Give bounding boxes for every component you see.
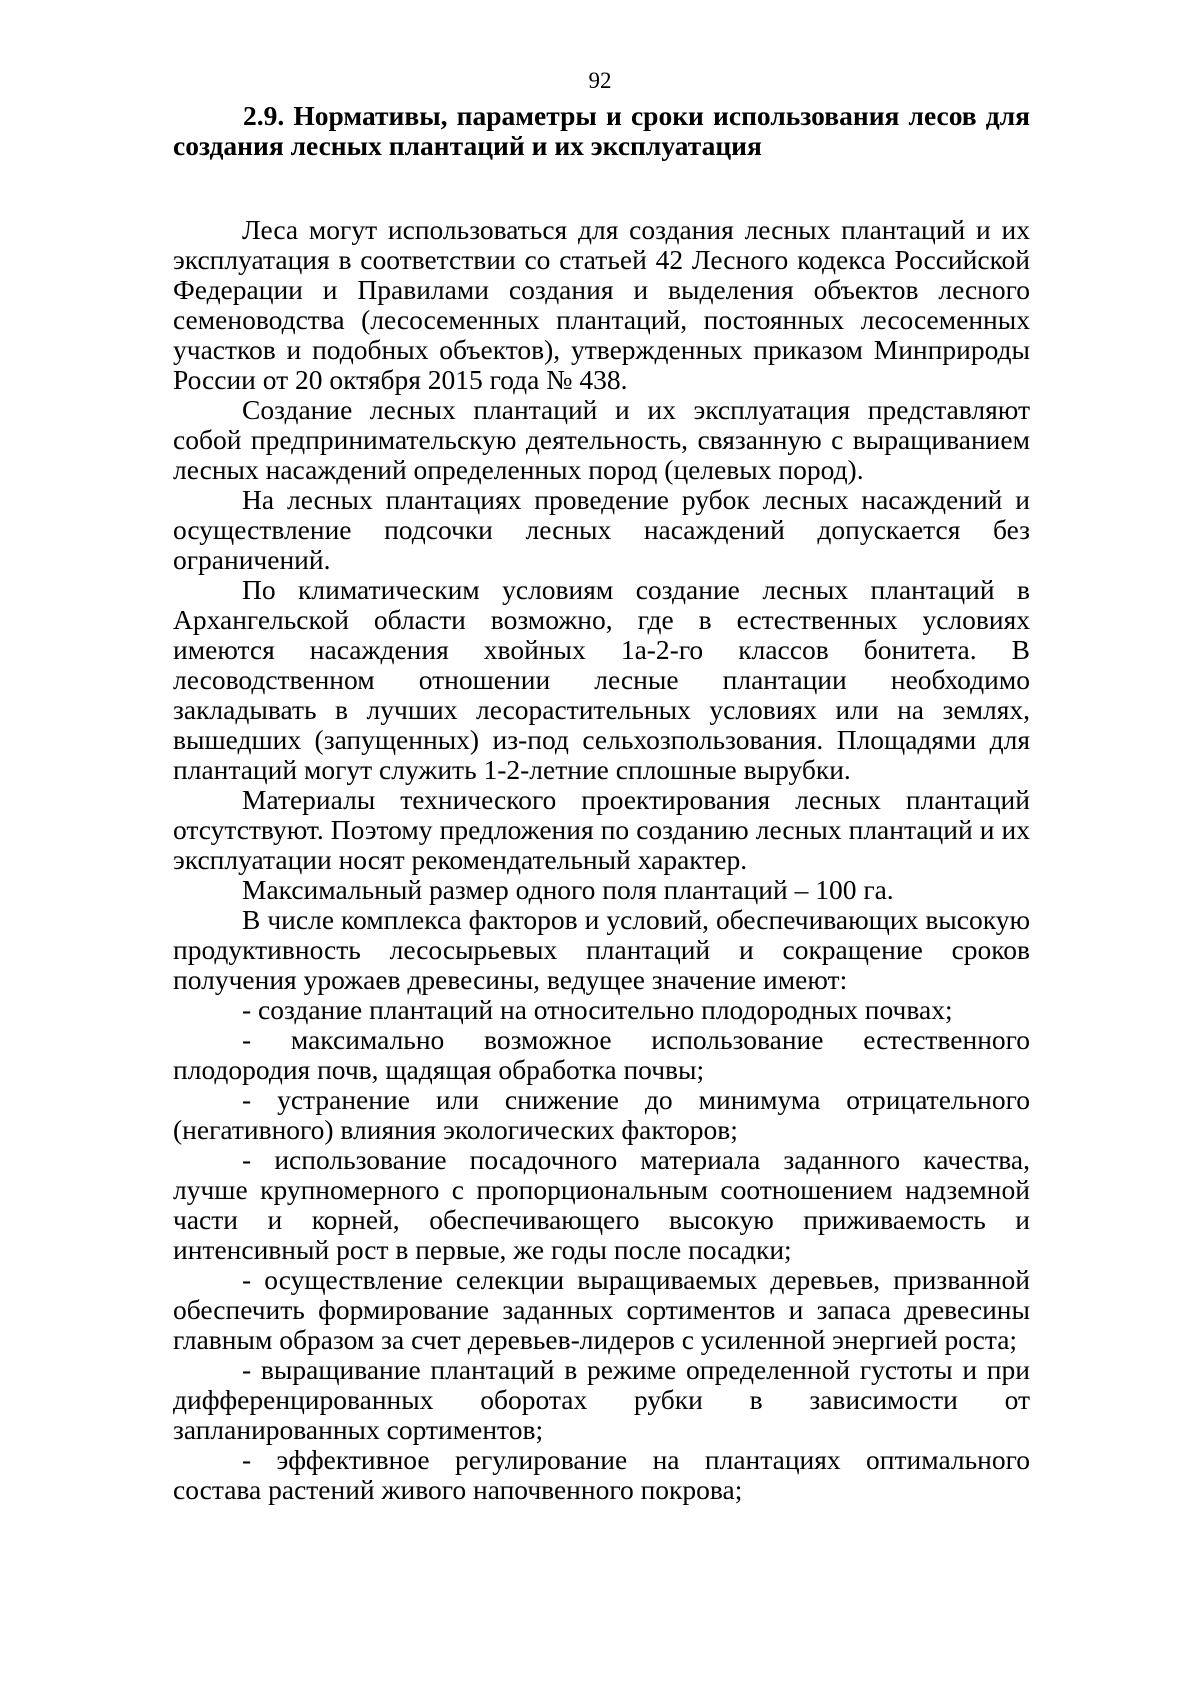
paragraph: Создание лесных плантаций и их эксплуатация представляют собой предпринимательскую деятельность, связанную с выращиванием лесных насаждений определенных пород (целевых пород). — [173, 394, 1030, 485]
paragraph: По климатическим условиям создание лесных плантаций в Архангельской области возможно, где в естественных условиях имеются насаждения хвойных 1а-2-го классов бонитета. В лесоводственном отношении лесные плантации необходимо закладывать в лучших лесорастительных условиях или на землях, вышедших (запущенных) из-под сельхозпользования. Площадями для плантаций могут служить 1-2-летние сплошные вырубки. — [173, 574, 1030, 785]
list-item: - эффективное регулирование на плантациях оптимального состава растений живого напочвенного покрова; — [173, 1444, 1030, 1505]
page-number: 92 — [588, 68, 612, 93]
paragraph: На лесных плантациях проведение рубок лесных насаждений и осуществление подсочки лесных насаждений допускается без ограничений. — [173, 484, 1030, 575]
paragraph: Максимальный размер одного поля плантаций – 100 га. — [242, 874, 894, 905]
list-item: - выращивание плантаций в режиме определенной густоты и при дифференцированных оборотах рубки в зависимости от запланированных сортиментов; — [173, 1354, 1030, 1445]
list-item: - осуществление селекции выращиваемых деревьев, призванной обеспечить формирование заданных сортиментов и запаса древесины главным образом за счет деревьев-лидеров с усиленной энергией роста; — [173, 1264, 1030, 1355]
body-text — [173, 215, 1030, 1505]
paragraph: Леса могут использоваться для создания лесных плантаций и их эксплуатация в соответствии со статьей 42 Лесного кодекса Российской Федерации и Правилами создания и выделения объектов лесного семеноводства (лесосеменных плантаций, постоянных лесосеменных участков и подобных объектов), утвержденных приказом Минприроды России от 20 октября 2015 года № 438. — [173, 214, 1030, 395]
paragraph: В числе комплекса факторов и условий, обеспечивающих высокую продуктивность лесосырьевых плантаций и сокращение сроков получения урожаев древесины, ведущее значение имеют: — [173, 904, 1030, 995]
list-item: - создание плантаций на относительно плодородных почвах; — [242, 994, 953, 1025]
paragraph: Материалы технического проектирования лесных плантаций отсутствуют. Поэтому предложения по созданию лесных плантаций и их эксплуатации носят рекомендательный характер. — [173, 784, 1030, 875]
list-item: - использование посадочного материала заданного качества, лучше крупномерного с пропорциональным соотношением надземной части и корней, обеспечивающего высокую приживаемость и интенсивный рост в первые, же годы после посадки; — [173, 1144, 1030, 1265]
list-item: - максимально возможное использование естественного плодородия почв, щадящая обработка почвы; — [173, 1024, 1030, 1085]
list-item: - устранение или снижение до минимума отрицательного (негативного) влияния экологических факторов; — [173, 1084, 1030, 1145]
section-heading: 2.9. Нормативы, параметры и сроки использования лесов для создания лесных плантаций и их эксплуатация — [173, 100, 1030, 161]
